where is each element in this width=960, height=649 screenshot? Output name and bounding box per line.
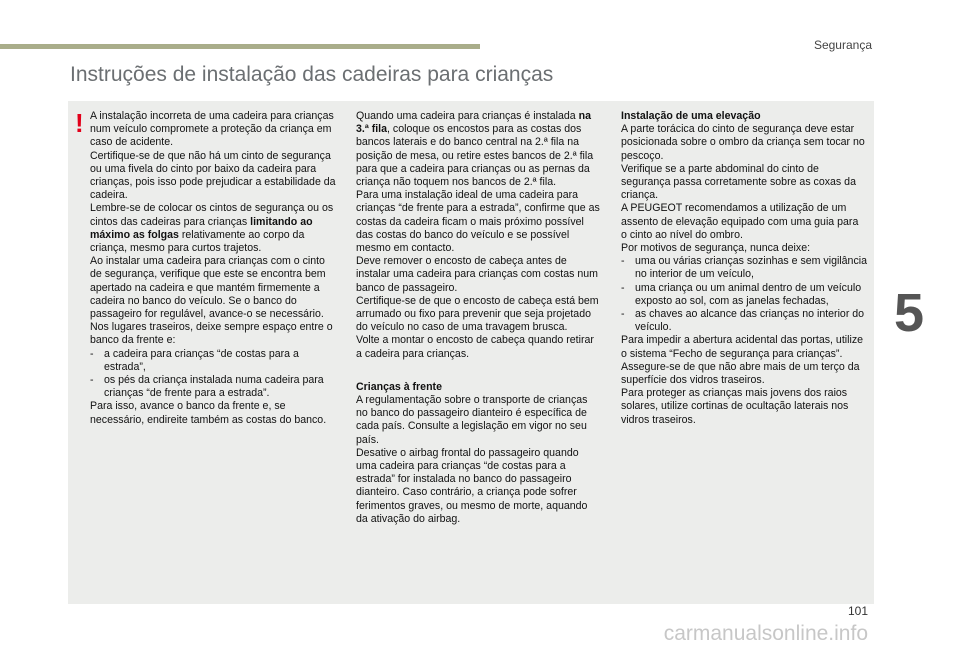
list-item: - a cadeira para crianças “de costas para a estrada”, — [90, 348, 336, 374]
column-2 — [356, 110, 602, 526]
section-title: Segurança — [813, 38, 872, 52]
paragraph: Verifique se a parte abdominal do cinto de segurança passa corretamente sobre as coxas da criança. — [621, 162, 856, 202]
paragraph: Certifique-se de que o encosto de cabeça está bem arrumado ou fixo para prevenir que seja projetado do veículo no caso de uma travagem brusca. — [356, 294, 599, 334]
paragraph: A parte torácica do cinto de segurança deve estar posicionada sobre o ombro da criança sem tocar no pescoço. — [621, 123, 865, 162]
paragraph: Deve remover o encosto de cabeça antes de instalar uma cadeira para crianças com costas num banco de passageiro. — [356, 255, 598, 294]
list-item: - as chaves ao alcance das crianças no interior do veículo. — [621, 308, 867, 334]
page-number: 101 — [847, 604, 868, 618]
paragraph: A regulamentação sobre o transporte de crianças no banco do passageiro dianteiro é específica de cada país. Consulte a legislação em vigor no seu país. — [356, 394, 588, 446]
header-rule — [0, 44, 480, 49]
paragraph: Para impedir a abertura acidental das portas, utilize o sistema “Fecho de segurança para crianças”. — [621, 334, 864, 360]
paragraph: Volte a montar o encosto de cabeça quando retirar a cadeira para crianças. — [356, 334, 594, 360]
watermark: carmanualsonline.info — [663, 622, 868, 645]
list-item: - uma ou várias crianças sozinhas e sem vigilância no interior de um veículo, — [621, 255, 867, 281]
paragraph: Assegure-se de que não abre mais de um terço da superfície dos vidros traseiros. — [621, 360, 860, 387]
subheading: Crianças à frente — [356, 380, 442, 393]
page-title: Instruções de instalação das cadeiras para crianças — [70, 63, 554, 86]
warning-icon: ! — [75, 108, 84, 138]
column-1 — [90, 110, 336, 427]
paragraph: Para proteger as crianças mais jovens dos raios solares, utilize cortinas de ocultação laterais nos vidros traseiros. — [621, 387, 849, 426]
paragraph: Nos lugares traseiros, deixe sempre espaço entre o banco da frente e: — [90, 321, 333, 347]
paragraph: Para isso, avance o banco da frente e, se necessário, endireite também as costas do banco. — [90, 400, 327, 426]
list — [621, 255, 867, 334]
paragraph: Ao instalar uma cadeira para crianças com o cinto de segurança, verifique que este se encontra bem apertado na cadeira e que mantém firmemente a cadeira no banco do veículo. Se o banco do passageiro for regulável, avance-o se necessário. — [90, 255, 326, 321]
paragraph: A PEUGEOT recomendamos a utilização de um assento de elevação equipado com uma guia para o cinto ao nível do ombro. — [621, 202, 859, 241]
column-3 — [621, 110, 867, 427]
chapter-number: 5 — [893, 283, 924, 343]
subheading: Instalação de uma elevação — [621, 110, 761, 122]
list — [90, 348, 336, 401]
paragraph: Quando uma cadeira para crianças é instalada na 3.ª fila, coloque os encostos para as costas dos bancos laterais e do banco central na 2.ª fila na posição de mesa, ou retire estes bancos de 2.ª fila para que a cadeira para crianças ou as pernas da criança não toquem nos bancos de 2.ª fila. — [356, 110, 594, 189]
paragraph: Para uma instalação ideal de uma cadeira para crianças “de frente para a estrada”, confirme que as costas da cadeira ficam o mais próximo possível das costas do banco do veículo e se possível mesmo em contacto. — [356, 189, 600, 255]
paragraph: Desative o airbag frontal do passageiro quando uma cadeira para crianças “de costas para a estrada” for instalada no banco do passageiro dianteiro. Caso contrário, a criança pode sofrer ferimentos graves, ou mesmo de morte, aquando da ativação do airbag. — [356, 446, 588, 525]
list-item: - uma criança ou um animal dentro de um veículo exposto ao sol, com as janelas fechadas, — [621, 282, 867, 308]
paragraph: Lembre-se de colocar os cintos de segurança ou os cintos das cadeiras para crianças limitando ao máximo as folgas relativamente ao corpo da criança, mesmo para curtos trajetos. — [90, 202, 334, 255]
paragraph: A instalação incorreta de uma cadeira para crianças num veículo compromete a proteção da criança em caso de acidente. — [90, 110, 334, 149]
list-item: - os pés da criança instalada numa cadeira para crianças “de frente para a estrada”. — [90, 374, 336, 400]
paragraph: Por motivos de segurança, nunca deixe: — [621, 242, 811, 255]
paragraph: Certifique-se de que não há um cinto de segurança ou uma fivela do cinto por baixo da cadeira para crianças, pois isso pode prejudicar a estabilidade da cadeira. — [90, 149, 336, 202]
